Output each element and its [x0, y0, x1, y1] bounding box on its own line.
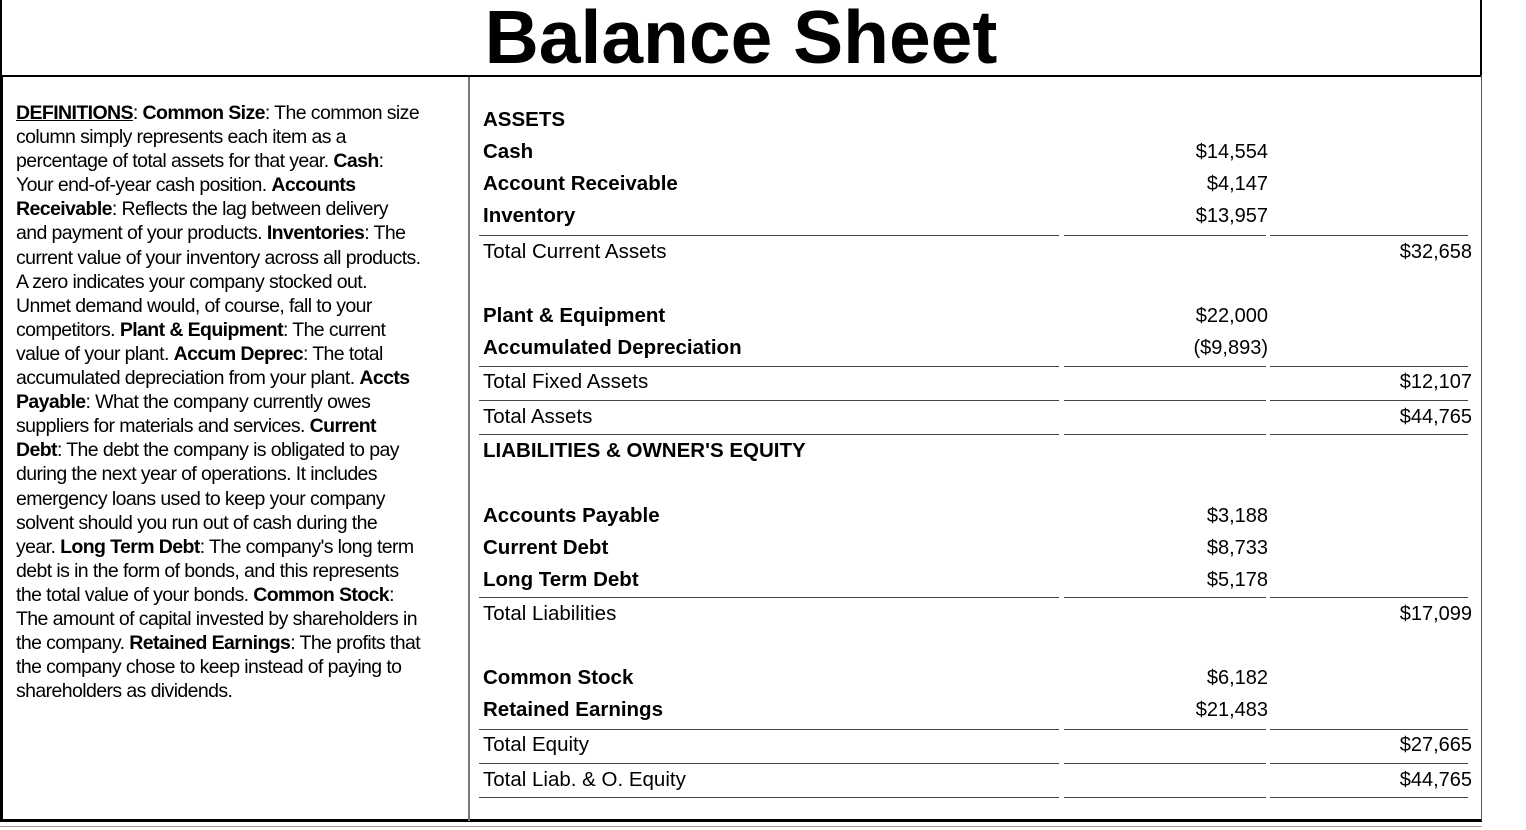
definition-term: Current Debt: [16, 415, 376, 462]
divider-line: [479, 235, 1059, 236]
divider-line: [1064, 797, 1266, 798]
definition-term: Accts Payable: [16, 367, 410, 414]
divider-line: [1270, 797, 1468, 798]
definitions-panel: DEFINITIONS: Common Size: The common size column simply represents each item as a percentage of total assets for that year. Cash: Your end-of-year cash position. Accounts Receivable: Reflects the lag between delivery and payment of your products. Inventories: The current value of your inventory across all products. A zero indicates your company stocked out. Unmet demand would, of course, fall to your competitors. Plant & Equipment: The current value of your plant. Accum Deprec: The total accumulated depreciation from your plant. Accts Payable: What the company currently owes suppliers for materials and services. Current Debt: The debt the company is obligated to pay during the next year of operations. It includes emergency loans used to keep your company solvent should you run out of cash during the year. Long Term Debt: The company's long term debt is in the form of bonds, and this represents the total value of your bonds. Common Stock: The amount of capital invested by shareholders in the company. Retained Earnings: The profits that the company chose to keep instead of paying to shareholders as dividends.: [16, 102, 421, 703]
divider-line: [1270, 597, 1468, 598]
inventory-label: Inventory: [483, 204, 576, 227]
total-liab-equity-label: Total Liab. & O. Equity: [483, 768, 686, 791]
total-liab-equity-value: $44,765: [1399, 769, 1472, 791]
divider-line: [1270, 366, 1468, 367]
definition-text: : Your end-of-year cash position.: [16, 150, 384, 197]
definition-text: : The amount of capital invested by shareholders in the company.: [16, 583, 417, 655]
divider-line: [1270, 235, 1468, 236]
divider-line: [1270, 400, 1468, 401]
divider-line: [479, 366, 1059, 367]
total-assets-value: $44,765: [1399, 406, 1472, 428]
definition-text: : The profits that the company chose to keep instead of paying to shareholders as dividends.: [16, 632, 421, 703]
common-stock-label: Common Stock: [483, 666, 634, 689]
column-divider: [468, 77, 470, 821]
definition-text: : What the company currently owes suppliers for materials and services.: [16, 391, 371, 438]
divider-line: [479, 797, 1059, 798]
cash-value: $14,554: [1195, 141, 1268, 163]
total-liabilities-value: $17,099: [1399, 603, 1472, 625]
receivable-value: $4,147: [1206, 173, 1268, 195]
long-term-debt-label: Long Term Debt: [483, 568, 639, 591]
receivable-label: Account Receivable: [483, 172, 678, 195]
definition-term: Common Size: [142, 102, 265, 124]
total-current-assets-value: $32,658: [1399, 241, 1472, 263]
depreciation-value: ($9,893): [1193, 337, 1268, 359]
definition-text: : The debt the company is obligated to pay during the next year of operations. It includes emergency loans used to keep your company solvent should you run out of cash during the year.: [16, 439, 399, 558]
definition-term: Accum Deprec: [173, 342, 303, 365]
total-liabilities-label: Total Liabilities: [483, 602, 617, 625]
inventory-value: $13,957: [1195, 205, 1268, 227]
retained-earnings-value: $21,483: [1195, 699, 1268, 721]
definitions-body: [16, 102, 421, 702]
total-equity-value: $27,665: [1399, 734, 1472, 756]
definition-term: Inventories: [266, 222, 365, 245]
definition-text: : The current value of your inventory across all products. A zero indicates your company stocked out. Unmet demand would, of course, fall to your competitors.: [16, 222, 421, 341]
definition-text: : The total accumulated depreciation from your plant.: [16, 342, 383, 390]
definition-term: Plant & Equipment: [119, 318, 283, 341]
payable-label: Accounts Payable: [483, 504, 660, 527]
definition-term: Retained Earnings: [129, 632, 291, 655]
plant-value: $22,000: [1195, 305, 1268, 327]
bottom-rule: [0, 826, 1482, 827]
current-debt-value: $8,733: [1206, 537, 1268, 559]
divider-line: [1270, 434, 1468, 435]
total-equity-label: Total Equity: [483, 733, 589, 756]
common-stock-value: $6,182: [1206, 667, 1268, 689]
cash-label: Cash: [483, 140, 534, 163]
depreciation-label: Accumulated Depreciation: [483, 336, 742, 359]
divider-line: [479, 763, 1059, 764]
page-title: Balance Sheet: [484, 0, 998, 79]
divider-line: [1064, 235, 1266, 236]
retained-earnings-label: Retained Earnings: [483, 698, 663, 721]
total-fixed-assets-label: Total Fixed Assets: [483, 370, 649, 393]
divider-line: [1064, 729, 1266, 730]
plant-label: Plant & Equipment: [483, 304, 666, 327]
assets-heading: ASSETS: [483, 108, 566, 131]
total-assets-label: Total Assets: [483, 405, 593, 428]
divider-line: [1270, 763, 1468, 764]
payable-value: $3,188: [1206, 505, 1268, 527]
definition-term: Accounts Receivable: [16, 174, 356, 221]
divider-line: [1064, 597, 1266, 598]
definition-text: : Reflects the lag between delivery and payment of your products.: [16, 198, 388, 245]
definitions-heading: DEFINITIONS: [16, 102, 133, 124]
divider-line: [479, 597, 1059, 598]
total-current-assets-label: Total Current Assets: [483, 240, 667, 263]
long-term-debt-value: $5,178: [1206, 569, 1268, 591]
divider-line: [479, 400, 1059, 401]
divider-line: [1270, 729, 1468, 730]
divider-line: [1064, 366, 1266, 367]
definition-text: : The current value of your plant.: [16, 318, 386, 365]
definition-term: Cash: [333, 150, 379, 173]
divider-line: [1064, 400, 1266, 401]
definition-term: Long Term Debt: [60, 535, 200, 558]
current-debt-label: Current Debt: [483, 536, 609, 559]
definition-text: : The common size column simply represents each item as a percentage of total assets for that year.: [16, 102, 420, 173]
divider-line: [1064, 434, 1266, 435]
divider-line: [1064, 763, 1266, 764]
total-fixed-assets-value: $12,107: [1399, 371, 1472, 393]
liabilities-heading: LIABILITIES & OWNER'S EQUITY: [483, 439, 806, 462]
definition-term: Common Stock: [253, 583, 390, 606]
divider-line: [479, 729, 1059, 730]
divider-line: [479, 434, 1059, 435]
definition-text: : The company's long term debt is in the form of bonds, and this represents the total value of your bonds.: [16, 535, 414, 606]
